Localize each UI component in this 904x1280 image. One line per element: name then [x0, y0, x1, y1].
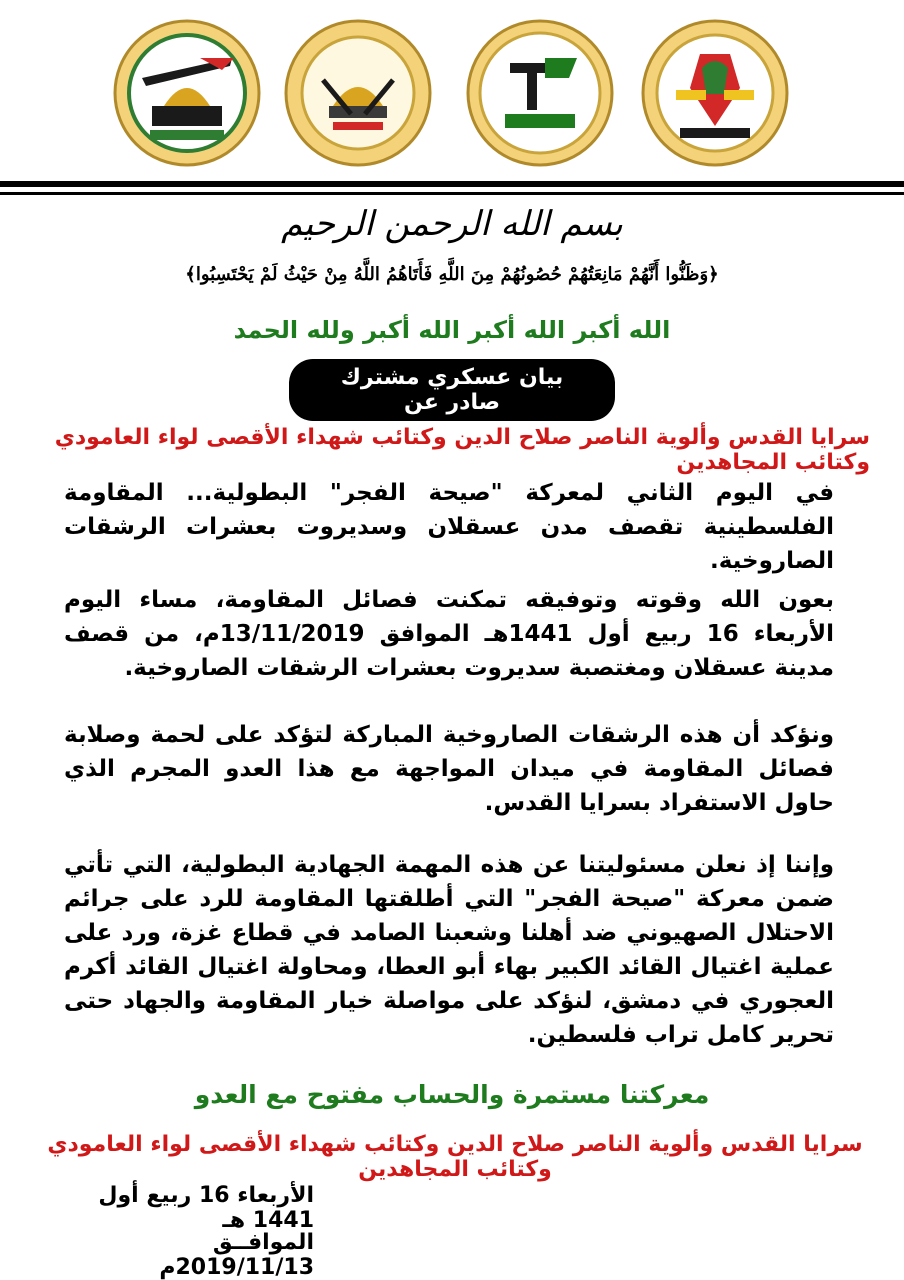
basmala: بسم الله الرحمن الرحيم [281, 204, 623, 244]
paragraph-4: وإننا إذ نعلن مسئوليتنا عن هذه المهمة الجهادية البطولية، التي تأتي ضمن معركة "صيحة الفجر" التي أطلقتها المقاومة للرد على جرائم الاحتلال الصهيوني ضد أهلنا وشعبنا الصامد في قطاع غزة، ورد على عملية اغتيال القائد الكبير بهاء أبو العطا، ومحاولة اغتيال القائد أكرم العجوري في دمشق، لنؤكد على مواصلة خيار المقاومة والجهاد حتى تحرير كامل تراب فلسطين. [64, 852, 834, 1048]
paragraph-3: ونؤكد أن هذه الرشقات الصاروخية المباركة لتؤكد على لحمة وصلابة فصائل المقاومة في ميدان المواجهة مع هذا العدو المجرم الذي حاول الاستفراد بسرايا القدس. [64, 722, 834, 816]
takbeer-line: الله أكبر الله أكبر الله أكبر ولله الحمد [233, 316, 671, 344]
logo-bar [0, 0, 904, 180]
statement-title: بيان عسكري مشترك صادر عن [289, 359, 615, 421]
paragraph-2: بعون الله وقوته وتوفيقه تمكنت فصائل المقاومة، مساء اليوم الأربعاء 16 ربيع أول 1441هـ الموافق 13/11/2019م، من قصف مدينة عسقلان ومغتصبة سديروت بعشرات الرشقات الصاروخية. [64, 587, 834, 681]
date-hijri: الأربعاء 16 ربيع أول 1441 هـ [98, 1183, 314, 1233]
kataib-al-mujahideen-emblem-icon [112, 18, 262, 168]
header-rule-thick [0, 181, 904, 187]
quran-verse: ﴿وَظَنُّوا أَنَّهُمْ مَانِعَتُهُمْ حُصُونُهُمْ مِنَ اللَّهِ فَأَتَاهُمُ اللَّهُ مِنْ حَيْثُ لَمْ يَحْتَسِبُوا﴾ [185, 264, 719, 285]
closing-slogan: معركتنا مستمرة والحساب مفتوح مع العدو [194, 1080, 710, 1109]
paragraph-1: في اليوم الثاني لمعركة "صيحة الفجر" البطولية... المقاومة الفلسطينية تقصف مدن عسقلان وسديروت بعشرات الرشقات الصاروخية. [64, 480, 834, 574]
date-gregorian: الموافــق 2019/11/13م [159, 1230, 314, 1280]
aqsa-martyrs-brigades-emblem-icon [283, 18, 433, 168]
header-rule-thin [0, 192, 904, 195]
saraya-al-quds-emblem-icon [640, 18, 790, 168]
issuers-bottom: سرايا القدس وألوية الناصر صلاح الدين وكتائب شهداء الأقصى لواء العامودي وكتائب المجاهدين [47, 1132, 863, 1182]
nasser-salah-al-din-emblem-icon [465, 18, 615, 168]
statement-title-wrap [0, 359, 904, 421]
issuers-top: سرايا القدس وألوية الناصر صلاح الدين وكتائب شهداء الأقصى لواء العامودي وكتائب المجاهدين [54, 425, 870, 475]
